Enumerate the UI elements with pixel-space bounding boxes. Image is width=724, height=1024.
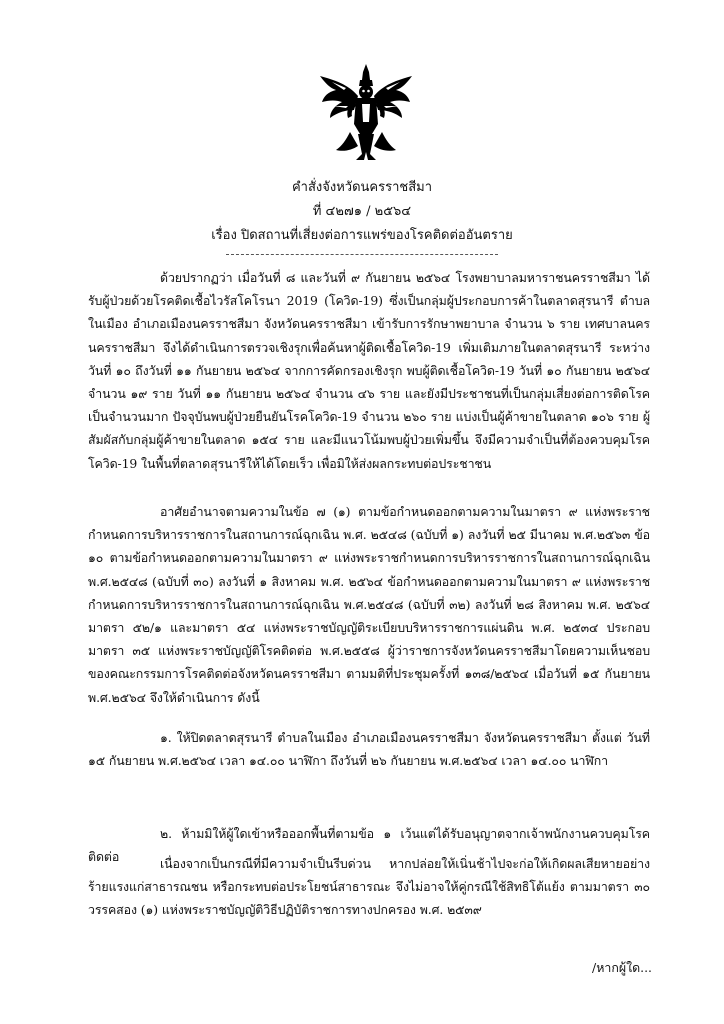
order-subject: เรื่อง ปิดสถานที่เสี่ยงต่อการแพร่ของโรคติดต่ออันตราย (211, 228, 513, 243)
paragraph-background: ด้วยปรากฏว่า เมื่อวันที่ ๘ และวันที่ ๙ กันยายน ๒๕๖๔ โรงพยาบาลมหาราชนครราชสีมา ได้รับผู้ป่วยด้วยโรคติดเชื้อไวรัสโคโรนา 2019 (โควิด-19) ซึ่งเป็นกลุ่มผู้ประกอบการค้าในตลาดสุรนารี ตำบลในเมือง อำเภอเมืองนครราชสีมา จังหวัดนครราชสีมา เข้ารับการรักษาพยาบาล จำนวน ๖ ราย เทศบาลนครนครราชสีมา จึงได้ดำเนินการตรวจเชิงรุกเพื่อค้นหาผู้ติดเชื้อโควิด-19 เพิ่มเติมภายในตลาดสุรนารี ระหว่างวันที่ ๑๐ ถึงวันที่ ๑๑ กันยายน ๒๕๖๔ จากการคัดกรองเชิงรุก พบผู้ติดเชื้อโควิด-19 วันที่ ๑๐ กันยายน ๒๕๖๔ จำนวน ๑๙ ราย วันที่ ๑๑ กันยายน ๒๕๖๔ จำนวน ๔๖ ราย และยังมีประชาชนที่เป็นกลุ่มเสี่ยงต่อการติดโรคเป็นจำนวนมาก ปัจจุบันพบผู้ป่วยยืนยันโรคโควิด-19 จำนวน ๒๖๐ ราย แบ่งเป็นผู้ค้าขายในตลาด ๑๐๖ ราย ผู้สัมผัสกับกลุ่มผู้ค้าขายในตลาด ๑๕๔ ราย และมีแนวโน้มพบผู้ป่วยเพิ่มขึ้น จึงมีความจำเป็นที่ต้องควบคุมโรคโควิด-19 ในพื้นที่ตลาดสุรนารีให้ได้โดยเร็ว เพื่อมิให้ส่งผลกระทบต่อประชาชน (88, 270, 650, 471)
paragraph-urgency: เนื่องจากเป็นกรณีที่มีความจำเป็นรีบด่วน หากปล่อยให้เนิ่นช้าไปจะก่อให้เกิดผลเสียหายอย่างร้ายแรงแก่สาธารณชน หรือกระทบต่อประโยชน์สาธารณะ จึงไม่อาจให้คู่กรณีใช้สิทธิโต้แย้ง ตามมาตรา ๓๐ วรรคสอง (๑) แห่งพระราชบัญญัติวิธีปฏิบัติราชการทางปกครอง พ.ศ. ๒๕๓๙ (88, 856, 650, 918)
continuation-marker: /หากผู้ใด... (592, 960, 652, 975)
paragraph-order-item-2: ๒. ห้ามมิให้ผู้ใดเข้าหรือออกพื้นที่ตามข้อ ๑ เว้นแต่ได้รับอนุญาตจากเจ้าพนักงานควบคุมโรคติดต่อ (88, 826, 650, 865)
header-divider (226, 254, 498, 255)
garuda-emblem-icon (318, 62, 414, 162)
paragraph-order-item-1: ๑. ให้ปิดตลาดสุรนารี ตำบลในเมือง อำเภอเมืองนครราชสีมา จังหวัดนครราชสีมา ตั้งแต่ วันที่ ๑๕ กันยายน พ.ศ.๒๕๖๔ เวลา ๑๔.๐๐ นาฬิกา ถึงวันที่ ๒๖ กันยายน พ.ศ.๒๕๖๔ เวลา ๑๔.๐๐ นาฬิกา (88, 730, 650, 769)
paragraph-legal-authority: อาศัยอำนาจตามความในข้อ ๗ (๑) ตามข้อกำหนดออกตามความในมาตรา ๙ แห่งพระราชกำหนดการบริหารราชการในสถานการณ์ฉุกเฉิน พ.ศ. ๒๕๔๘ (ฉบับที่ ๑) ลงวันที่ ๒๕ มีนาคม พ.ศ.๒๕๖๓ ข้อ ๑๐ ตามข้อกำหนดออกตามความในมาตรา ๙ แห่งพระราชกำหนดการบริหารราชการในสถานการณ์ฉุกเฉิน พ.ศ.๒๕๔๘ (ฉบับที่ ๓๐) ลงวันที่ ๑ สิงหาคม พ.ศ. ๒๕๖๔ ข้อกำหนดออกตามความในมาตรา ๙ แห่งพระราชกำหนดการบริหารราชการในสถานการณ์ฉุกเฉิน พ.ศ.๒๕๔๘ (ฉบับที่ ๓๒) ลงวันที่ ๒๘ สิงหาคม พ.ศ. ๒๕๖๔ มาตรา ๕๒/๑ และมาตรา ๕๔ แห่งพระราชบัญญัติระเบียบบริหารราชการแผ่นดิน พ.ศ. ๒๕๓๔ ประกอบมาตรา ๓๕ แห่งพระราชบัญญัติโรคติดต่อ พ.ศ.๒๕๕๘ ผู้ว่าราชการจังหวัดนครราชสีมาโดยความเห็นชอบของคณะกรรมการโรคติดต่อจังหวัดนครราชสีมา ตามมติที่ประชุมครั้งที่ ๑๓๘/๒๕๖๔ เมื่อวันที่ ๑๕ กันยายน พ.ศ.๒๕๖๔ จึงให้ดำเนินการ ดังนี้ (88, 504, 650, 705)
order-number: ที่ ๔๒๗๑ / ๒๕๖๔ (312, 204, 412, 219)
order-title: คำสั่งจังหวัดนครราชสีมา (291, 180, 433, 195)
